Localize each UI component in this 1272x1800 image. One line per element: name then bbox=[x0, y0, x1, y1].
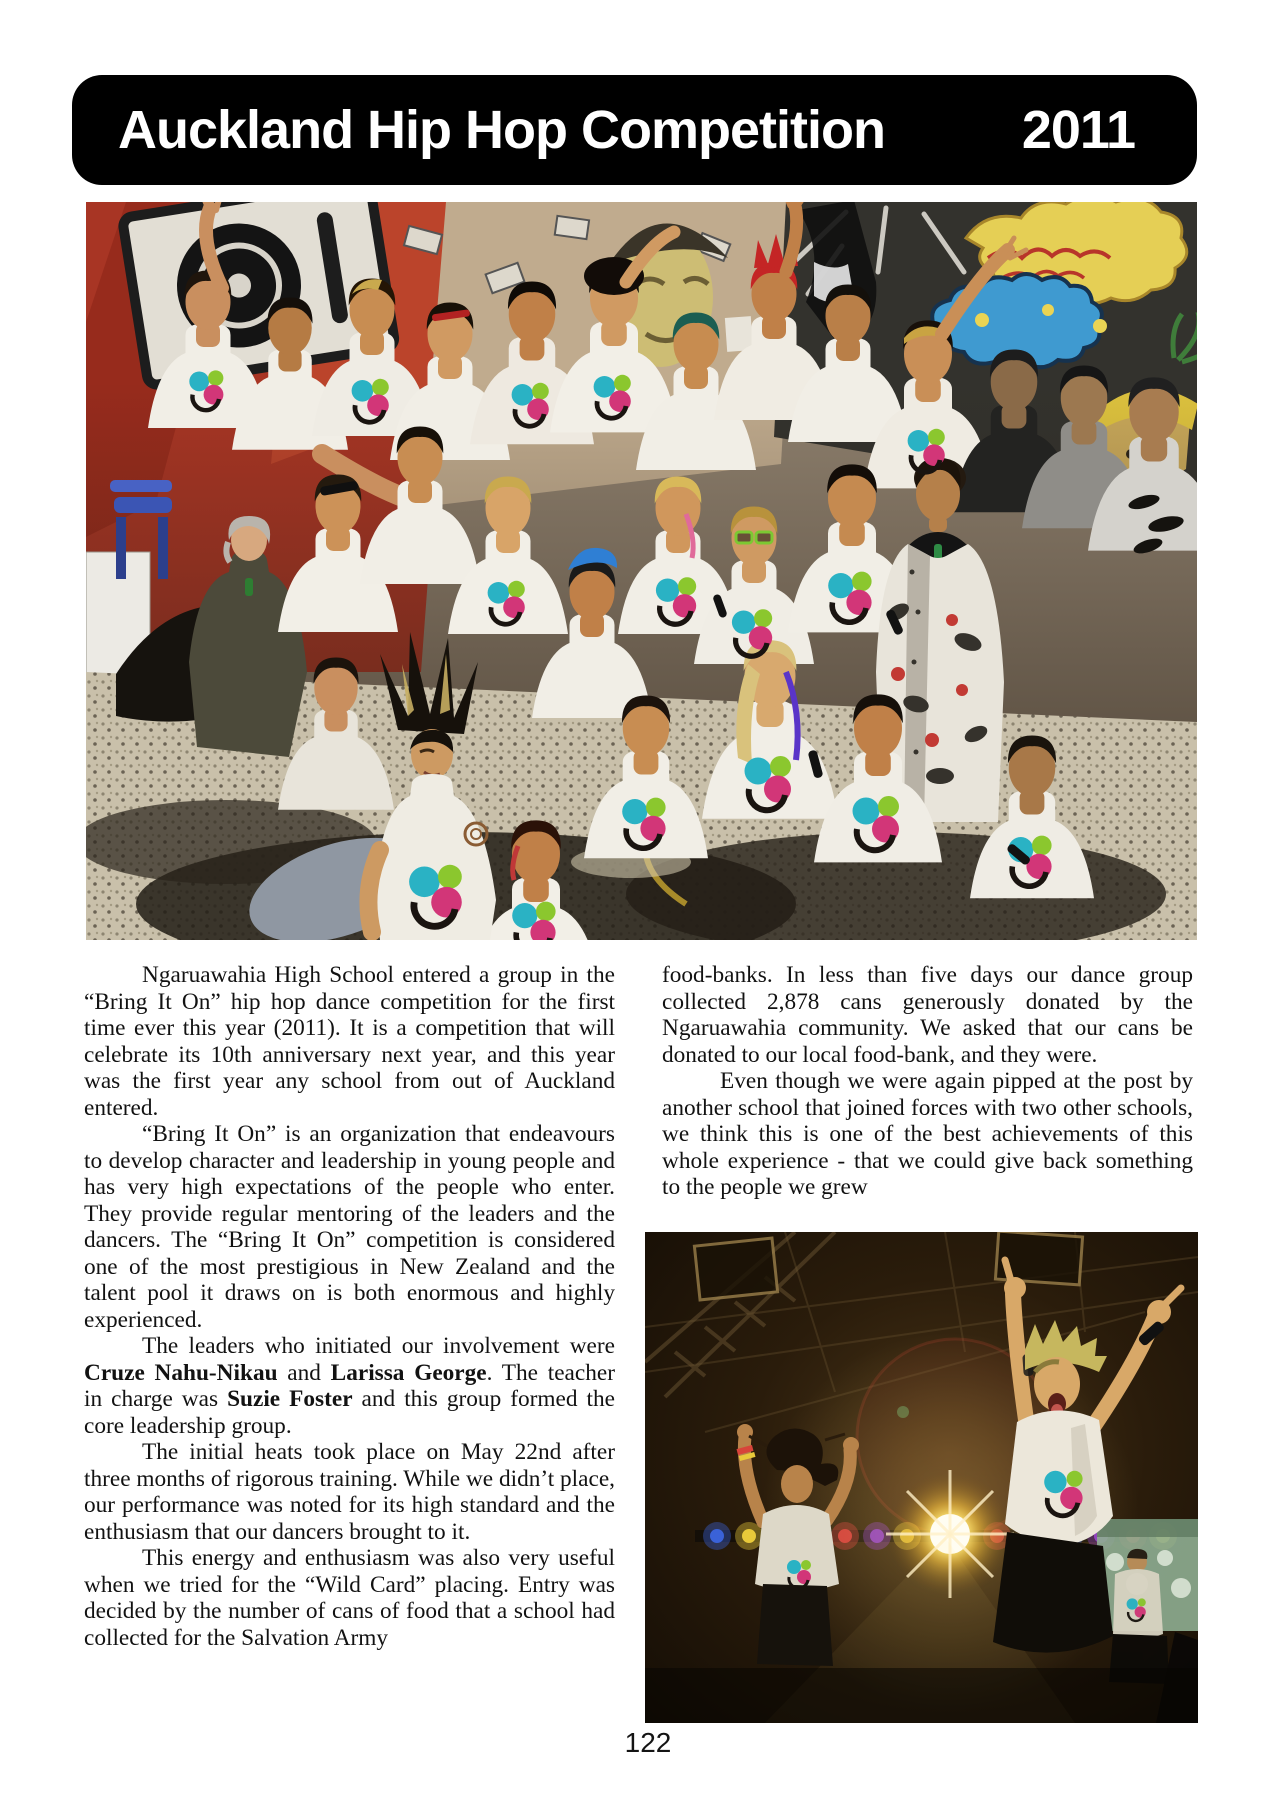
paragraph: Even though we were again pipped at the post by another school that joined forces with two other schools, we think this is one of the best achievements of this whole experience - that we could give back something to the people we grew bbox=[662, 1068, 1193, 1200]
teacher-name: Suzie Foster bbox=[227, 1386, 353, 1412]
paragraph-text: The leaders who initiated our involvement were bbox=[142, 1333, 615, 1359]
leader-name: Cruze Nahu-Nikau bbox=[84, 1359, 278, 1386]
leader-name: Larissa George bbox=[330, 1359, 487, 1386]
paragraph-text: . The teacher in charge was bbox=[84, 1359, 615, 1412]
paragraph: “Bring It On” is an organization that endeavours to develop character and leadership in young people and has very high expectations of the people who enter. They provide regular mentoring of the leaders and the dancers. The “Bring It On” competition is considered one of the most prestigious in New Zealand and the talent pool it draws on is both enormous and highly experienced. bbox=[84, 1121, 615, 1333]
paragraph: The initial heats took place on May 22nd after three months of rigorous training. While we didn’t place, our performance was noted for its high standard and the enthusiasm that our dancers brought to it. bbox=[84, 1439, 615, 1545]
group-photo bbox=[86, 202, 1197, 940]
article-left-column bbox=[84, 962, 615, 1651]
page-number: 122 bbox=[624, 1727, 672, 1758]
paragraph-text: and bbox=[277, 1359, 331, 1386]
paragraph: Ngaruawahia High School entered a group in the “Bring It On” hip hop dance competition for the first time ever this year (2011). It is a competition that will celebrate its 10th anniversary next year, and this year was the first year any school from out of Auckland entered. bbox=[84, 962, 615, 1121]
paragraph: This energy and enthusiasm was also very useful when we tried for the “Wild Card” placing. Entry was decided by the number of cans of food that a school had collected for the Salvation Army bbox=[84, 1545, 615, 1651]
paragraph: food-banks. In less than five days our dance group collected 2,878 cans generously donated by the Ngaruawahia community. We asked that our cans be donated to our local food-bank, and they were. bbox=[662, 962, 1193, 1068]
year-label: 2011 bbox=[1021, 100, 1135, 160]
header-banner bbox=[72, 75, 1197, 185]
paragraph-text: and this group formed the core leadership group. bbox=[84, 1386, 615, 1439]
stage-photo-illustration bbox=[645, 1232, 1198, 1723]
paragraph bbox=[84, 1333, 615, 1439]
stage-photo bbox=[645, 1232, 1198, 1723]
page-title: Auckland Hip Hop Competition bbox=[118, 100, 885, 160]
group-photo-illustration bbox=[86, 202, 1197, 940]
article-right-column bbox=[662, 962, 1193, 1201]
